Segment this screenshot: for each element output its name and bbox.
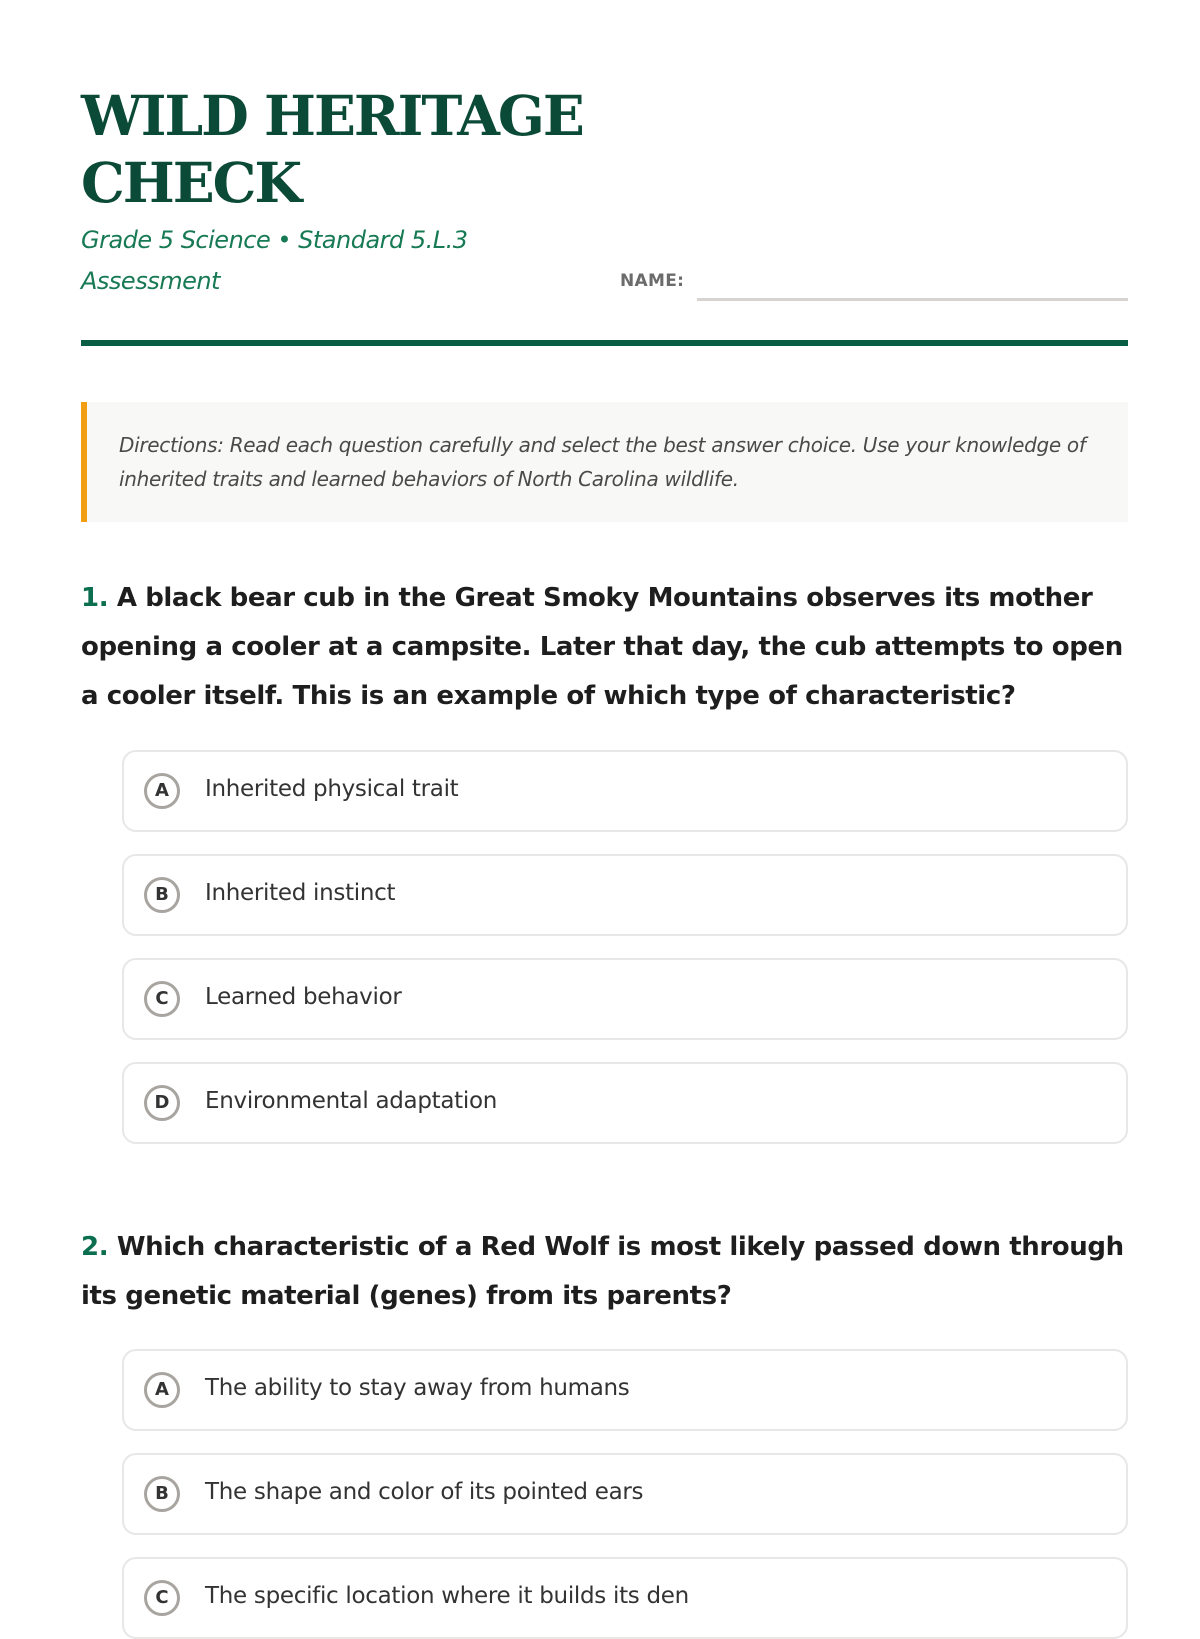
- option-letter-circle: A: [144, 773, 180, 809]
- option-letter-circle: C: [144, 981, 180, 1017]
- name-field[interactable]: [697, 298, 1128, 301]
- option-letter-circle: A: [144, 1372, 180, 1408]
- page-title: WILD HERITAGE CHECK: [81, 83, 583, 215]
- option-text: The specific location where it builds its den: [205, 1583, 689, 1609]
- option-text: The shape and color of its pointed ears: [205, 1479, 644, 1505]
- q1-option-a[interactable]: [122, 750, 1128, 832]
- q2-option-a[interactable]: [122, 1349, 1128, 1431]
- q2-option-b[interactable]: [122, 1453, 1128, 1535]
- option-letter-circle: C: [144, 1580, 180, 1616]
- option-text: Learned behavior: [205, 984, 402, 1010]
- q1-option-b[interactable]: [122, 854, 1128, 936]
- q1-option-d[interactable]: [122, 1062, 1128, 1144]
- option-text: Inherited physical trait: [205, 776, 459, 802]
- option-text: Inherited instinct: [205, 880, 396, 906]
- question-text: A black bear cub in the Great Smoky Mountains observes its mother opening a cooler at a campsite. Later that day, the cub attempts to open a cooler itself. This is an example of which type of characteristic?: [81, 583, 1123, 711]
- question-2: [81, 1223, 1128, 1321]
- question-1: [81, 574, 1128, 721]
- subtitle: Grade 5 Science • Standard 5.L.3 Assessment: [81, 226, 468, 295]
- option-letter-circle: B: [144, 1476, 180, 1512]
- option-text: Environmental adaptation: [205, 1088, 498, 1114]
- assessment-page: [81, 0, 1128, 1609]
- q2-option-c[interactable]: [122, 1557, 1128, 1639]
- header: [81, 0, 1128, 350]
- question-text: Which characteristic of a Red Wolf is most likely passed down through its genetic material (genes) from its parents?: [81, 1232, 1124, 1311]
- question-number: 2.: [81, 1232, 109, 1262]
- q1-option-c[interactable]: [122, 958, 1128, 1040]
- name-label: NAME:: [620, 271, 685, 291]
- option-text: The ability to stay away from humans: [205, 1375, 630, 1401]
- question-number: 1.: [81, 583, 109, 613]
- header-divider: [81, 340, 1128, 346]
- directions-box: Directions: Read each question carefully and select the best answer choice. Use your knowledge of inherited traits and learned behaviors of North Carolina wildlife.: [81, 402, 1128, 522]
- option-letter-circle: D: [144, 1085, 180, 1121]
- option-letter-circle: B: [144, 877, 180, 913]
